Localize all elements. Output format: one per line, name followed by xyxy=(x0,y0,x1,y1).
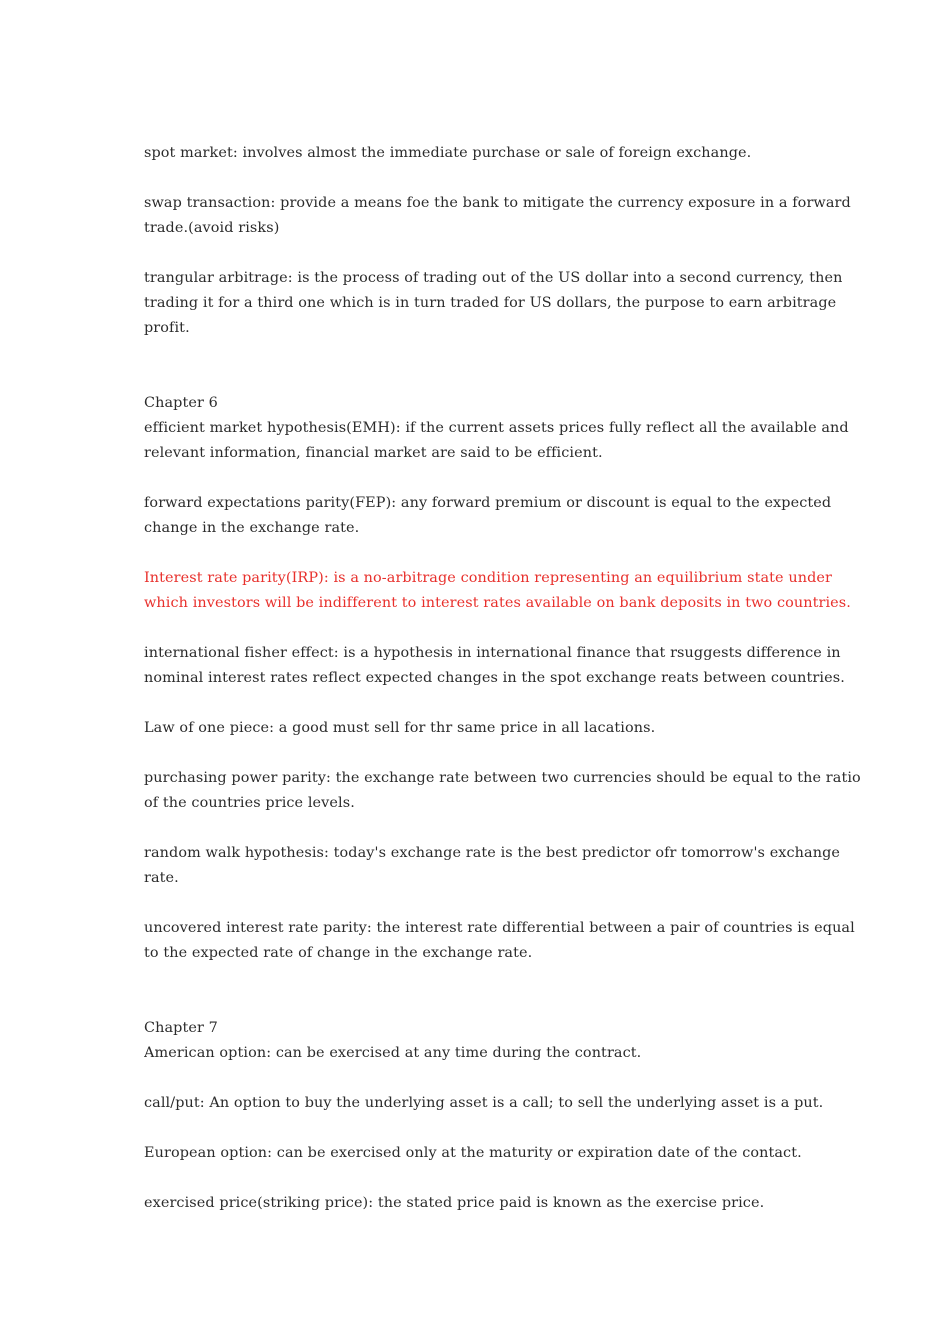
text-line: profit. xyxy=(144,320,190,336)
random-walk-definition xyxy=(144,841,950,891)
european-option-definition: European option: can be exercised only at the maturity or expiration date of the contact. xyxy=(144,1145,802,1161)
chapter-7-heading: Chapter 7 xyxy=(144,1020,218,1036)
swap-transaction-definition xyxy=(144,191,950,241)
text-line: relevant information, financial market are said to be efficient. xyxy=(144,445,603,461)
text-line: efficient market hypothesis(EMH): if the current assets prices fully reflect all the available and xyxy=(144,420,849,436)
text-line: trade.(avoid risks) xyxy=(144,220,280,236)
text-line: purchasing power parity: the exchange rate between two currencies should be equal to the ratio xyxy=(144,770,861,786)
ppp-definition xyxy=(144,766,950,816)
text-line: trading it for a third one which is in turn traded for US dollars, the purpose to earn arbitrage xyxy=(144,295,837,311)
irp-definition xyxy=(144,566,950,616)
call-put-definition: call/put: An option to buy the underlying asset is a call; to sell the underlying asset is a put. xyxy=(144,1095,824,1111)
uip-definition xyxy=(144,916,950,966)
text-line: Interest rate parity(IRP): is a no-arbitrage condition representing an equilibrium state under xyxy=(144,570,832,586)
text-line: random walk hypothesis: today's exchange rate is the best predictor ofr tomorrow's exchange xyxy=(144,845,841,861)
text-line: which investors will be indifferent to interest rates available on bank deposits in two countries. xyxy=(144,595,851,611)
text-line: swap transaction: provide a means foe the bank to mitigate the currency exposure in a forward xyxy=(144,195,851,211)
chapter-6-heading: Chapter 6 xyxy=(144,395,218,411)
text-line: trangular arbitrage: is the process of trading out of the US dollar into a second currency, then xyxy=(144,270,843,286)
document-body xyxy=(144,141,950,1216)
text-line: nominal interest rates reflect expected changes in the spot exchange reats between countries. xyxy=(144,670,845,686)
exercise-price-definition: exercised price(striking price): the stated price paid is known as the exercise price. xyxy=(144,1195,765,1211)
text-line: of the countries price levels. xyxy=(144,795,355,811)
fep-definition xyxy=(144,491,950,541)
text-line: forward expectations parity(FEP): any forward premium or discount is equal to the expected xyxy=(144,495,832,511)
american-option-definition: American option: can be exercised at any time during the contract. xyxy=(144,1045,642,1061)
text-line: rate. xyxy=(144,870,179,886)
text-line: international fisher effect: is a hypothesis in international finance that rsuggests difference in xyxy=(144,645,841,661)
spot-market-definition: spot market: involves almost the immediate purchase or sale of foreign exchange. xyxy=(144,145,752,161)
emh-definition xyxy=(144,416,950,466)
international-fisher-effect-definition xyxy=(144,641,950,691)
text-line: uncovered interest rate parity: the interest rate differential between a pair of countries is equal xyxy=(144,920,855,936)
text-line: to the expected rate of change in the exchange rate. xyxy=(144,945,533,961)
law-of-one-price-definition: Law of one piece: a good must sell for thr same price in all lacations. xyxy=(144,720,656,736)
triangular-arbitrage-definition xyxy=(144,266,950,341)
text-line: change in the exchange rate. xyxy=(144,520,360,536)
